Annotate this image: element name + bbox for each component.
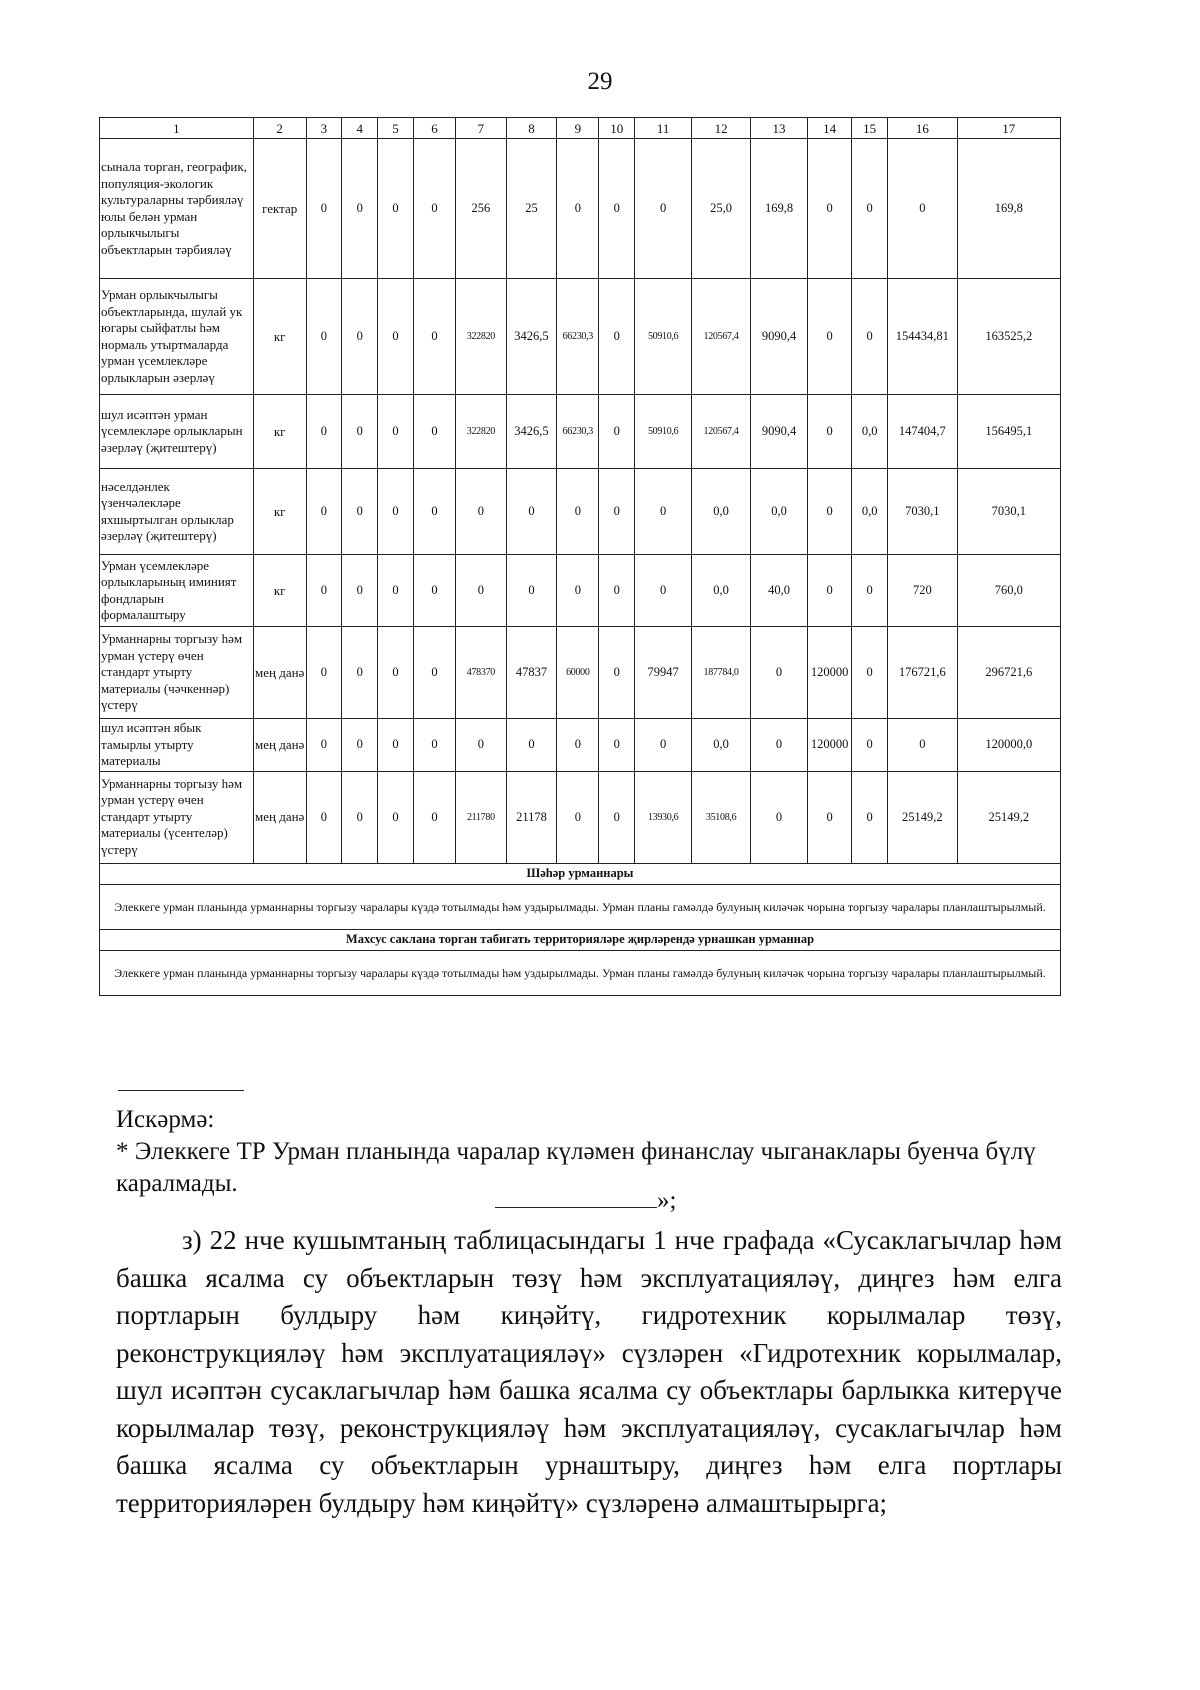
value-cell: 0,0 — [852, 395, 888, 469]
value-cell: 0 — [378, 279, 414, 395]
table-row — [100, 279, 1061, 395]
unit-cell: гектар — [253, 139, 306, 279]
table-body — [100, 139, 1061, 864]
value-cell: 0 — [342, 627, 378, 719]
value-cell: 120000 — [807, 719, 851, 772]
value-cell: 66230,3 — [557, 395, 599, 469]
value-cell: 296721,6 — [957, 627, 1060, 719]
value-cell: 0 — [852, 719, 888, 772]
section-header-row — [100, 863, 1061, 884]
value-cell: 156495,1 — [957, 395, 1060, 469]
value-cell: 3426,5 — [506, 395, 557, 469]
value-cell: 163525,2 — [957, 279, 1060, 395]
col-header: 3 — [306, 118, 342, 139]
value-cell: 0 — [342, 395, 378, 469]
value-cell: 154434,81 — [888, 279, 958, 395]
value-cell: 7030,1 — [957, 469, 1060, 555]
value-cell: 0 — [599, 139, 635, 279]
page-number: 29 — [587, 68, 613, 95]
value-cell: 169,8 — [957, 139, 1060, 279]
closing-mark: »; — [657, 1187, 677, 1214]
value-cell: 120000 — [807, 627, 851, 719]
value-cell: 0 — [635, 469, 692, 555]
value-cell: 0 — [306, 627, 342, 719]
table-row — [100, 469, 1061, 555]
value-cell: 0 — [306, 555, 342, 627]
section-note: Элеккеге урман планында урманнарны торгызу чаралары күздә тотылмады һәм уздырылмады. Урман планы гамәлдә булуның киләчәк чорына торгызу чаралары планлаштырылмый. — [100, 884, 1061, 929]
col-header: 17 — [957, 118, 1060, 139]
value-cell: 0 — [378, 555, 414, 627]
value-cell: 40,0 — [751, 555, 808, 627]
value-cell: 0 — [413, 469, 455, 555]
value-cell: 0 — [413, 771, 455, 863]
value-cell: 25,0 — [692, 139, 751, 279]
amendment-paragraph: з) 22 нче кушымтаның таблицасындагы 1 нче графада «Сусаклагычлар һәм башка ясалма су объектларын төзү һәм эксплуатацияләү, диңгез һәм елга портларын булдыру һәм киңәйтү, гидротехник корылмалар төзү, реконструкцияләү һәм эксплуатацияләү» сүзләрен «Гидротехник корылмалар, шул исәптән сусаклагычлар һәм башка ясалма су объектлары барлыкка китерүче корылмалар төзү, реконструкцияләү һәм эксплуатацияләү, сусаклагычлар һәм башка ясалма су объектларын урнаштыру, диңгез һәм елга портлары территорияләрен булдыру һәм киңәйтү» сүзләренә алмаштырырга; — [116, 1225, 1062, 1518]
value-cell: 21178 — [506, 771, 557, 863]
value-cell: 0 — [557, 771, 599, 863]
value-cell: 0 — [852, 627, 888, 719]
row-label: нәселдәнлек үзенчәлекләре яхшыртылган орлыклар әзерләү (җитештерү) — [100, 469, 254, 555]
footnote — [116, 1104, 1062, 1200]
value-cell: 0 — [306, 139, 342, 279]
value-cell: 0 — [557, 469, 599, 555]
value-cell: 7030,1 — [888, 469, 958, 555]
value-cell: 9090,4 — [751, 279, 808, 395]
value-cell: 0 — [635, 555, 692, 627]
unit-cell: кг — [253, 555, 306, 627]
col-header: 12 — [692, 118, 751, 139]
value-cell: 0 — [888, 139, 958, 279]
value-cell: 50910,6 — [635, 395, 692, 469]
section-title-city-forests: Шәһәр урманнары — [100, 863, 1061, 884]
value-cell: 0 — [506, 719, 557, 772]
footnote-separator — [118, 1090, 244, 1091]
section-note-row — [100, 950, 1061, 995]
col-header: 9 — [557, 118, 599, 139]
value-cell: 0,0 — [692, 719, 751, 772]
col-header: 5 — [378, 118, 414, 139]
value-cell: 0 — [557, 139, 599, 279]
footnote-label: Искәрмә: — [116, 1106, 215, 1133]
value-cell: 0 — [413, 395, 455, 469]
table-row — [100, 395, 1061, 469]
value-cell: 0 — [456, 555, 507, 627]
col-header: 13 — [751, 118, 808, 139]
value-cell: 0 — [378, 719, 414, 772]
value-cell: 0 — [456, 719, 507, 772]
value-cell: 0 — [413, 719, 455, 772]
value-cell: 0 — [413, 139, 455, 279]
value-cell: 0 — [852, 771, 888, 863]
value-cell: 47837 — [506, 627, 557, 719]
value-cell: 760,0 — [957, 555, 1060, 627]
col-header: 4 — [342, 118, 378, 139]
value-cell: 0,0 — [692, 555, 751, 627]
value-cell: 120567,4 — [692, 279, 751, 395]
value-cell: 0 — [342, 469, 378, 555]
value-cell: 0 — [599, 555, 635, 627]
value-cell: 0 — [807, 139, 851, 279]
col-header: 6 — [413, 118, 455, 139]
value-cell: 0 — [378, 469, 414, 555]
value-cell: 0 — [852, 555, 888, 627]
table-row — [100, 139, 1061, 279]
value-cell: 120567,4 — [692, 395, 751, 469]
value-cell: 0 — [456, 469, 507, 555]
value-cell: 0 — [378, 771, 414, 863]
value-cell: 0 — [599, 719, 635, 772]
value-cell: 0 — [852, 139, 888, 279]
value-cell: 35108,6 — [692, 771, 751, 863]
value-cell: 169,8 — [751, 139, 808, 279]
value-cell: 0 — [751, 627, 808, 719]
row-label: шул исәптән урман үсемлекләре орлыкларын әзерләү (җитештерү) — [100, 395, 254, 469]
col-header: 11 — [635, 118, 692, 139]
closing-quote — [495, 1187, 676, 1215]
value-cell: 0 — [599, 279, 635, 395]
unit-cell: мең данә — [253, 771, 306, 863]
unit-cell: мең данә — [253, 719, 306, 772]
value-cell: 211780 — [456, 771, 507, 863]
value-cell: 0 — [807, 555, 851, 627]
value-cell: 0 — [599, 395, 635, 469]
value-cell: 0 — [807, 279, 851, 395]
value-cell: 0,0 — [692, 469, 751, 555]
col-header: 2 — [253, 118, 306, 139]
value-cell: 0 — [599, 627, 635, 719]
value-cell: 0 — [506, 469, 557, 555]
value-cell: 0 — [557, 719, 599, 772]
value-cell: 187784,0 — [692, 627, 751, 719]
value-cell: 0 — [306, 719, 342, 772]
value-cell: 0 — [751, 771, 808, 863]
value-cell: 13930,6 — [635, 771, 692, 863]
value-cell: 0 — [342, 555, 378, 627]
value-cell: 0 — [413, 555, 455, 627]
value-cell: 0 — [807, 395, 851, 469]
unit-cell: кг — [253, 469, 306, 555]
value-cell: 0 — [342, 719, 378, 772]
col-header: 10 — [599, 118, 635, 139]
value-cell: 0 — [378, 627, 414, 719]
value-cell: 0 — [599, 771, 635, 863]
unit-cell: мең данә — [253, 627, 306, 719]
value-cell: 60000 — [557, 627, 599, 719]
value-cell: 25149,2 — [888, 771, 958, 863]
value-cell: 0 — [342, 771, 378, 863]
value-cell: 79947 — [635, 627, 692, 719]
blank-line — [495, 1189, 657, 1208]
value-cell: 0 — [599, 469, 635, 555]
value-cell: 0 — [306, 469, 342, 555]
value-cell: 0 — [413, 627, 455, 719]
col-header: 14 — [807, 118, 851, 139]
table-row — [100, 771, 1061, 863]
unit-cell: кг — [253, 279, 306, 395]
value-cell: 0 — [807, 771, 851, 863]
value-cell: 0 — [306, 279, 342, 395]
value-cell: 147404,7 — [888, 395, 958, 469]
value-cell: 0 — [506, 555, 557, 627]
table-row — [100, 719, 1061, 772]
value-cell: 0 — [378, 395, 414, 469]
value-cell: 0 — [852, 279, 888, 395]
section-title-protected-areas: Махсус саклана торган табигать территорияләре җирләрендә урнашкан урманнар — [100, 929, 1061, 950]
col-header: 1 — [100, 118, 254, 139]
section-note: Элеккеге урман планында урманнарны торгызу чаралары күздә тотылмады һәм уздырылмады. Урман планы гамәлдә булуның киләчәк чорына торгызу чаралары планлаштырылмый. — [100, 950, 1061, 995]
value-cell: 322820 — [456, 395, 507, 469]
value-cell: 256 — [456, 139, 507, 279]
value-cell: 322820 — [456, 279, 507, 395]
value-cell: 0 — [557, 555, 599, 627]
row-label: сынала торган, географик, популяция-экологик культураларны тәрбияләү юлы белән урман орлыкчылыгы объектларын тәрбияләү — [100, 139, 254, 279]
value-cell: 0 — [306, 395, 342, 469]
col-header: 15 — [852, 118, 888, 139]
value-cell: 0 — [378, 139, 414, 279]
value-cell: 50910,6 — [635, 279, 692, 395]
value-cell: 0 — [413, 279, 455, 395]
section-note-row — [100, 884, 1061, 929]
value-cell: 0 — [635, 719, 692, 772]
unit-cell: кг — [253, 395, 306, 469]
table-row — [100, 555, 1061, 627]
forest-restoration-table — [99, 117, 1061, 996]
value-cell: 478370 — [456, 627, 507, 719]
value-cell: 25 — [506, 139, 557, 279]
value-cell: 0 — [342, 279, 378, 395]
row-label: Урман орлыкчылыгы объектларында, шулай ук югары сыйфатлы һәм нормаль утыртмаларда урман үсемлекләре орлыкларын әзерләү — [100, 279, 254, 395]
row-label: Урманнарны торгызу һәм урман үстерү өчен стандарт утырту материалы (үсентеләр) үстерү — [100, 771, 254, 863]
col-header: 8 — [506, 118, 557, 139]
value-cell: 0,0 — [852, 469, 888, 555]
value-cell: 25149,2 — [957, 771, 1060, 863]
value-cell: 66230,3 — [557, 279, 599, 395]
row-label: Урманнарны торгызу һәм урман үстерү өчен стандарт утырту материалы (чәчкеннәр) үстерү — [100, 627, 254, 719]
value-cell: 176721,6 — [888, 627, 958, 719]
value-cell: 3426,5 — [506, 279, 557, 395]
column-number-row — [100, 118, 1061, 139]
row-label: Урман үсемлекләре орлыкларының иминият фондларын формалаштыру — [100, 555, 254, 627]
footnote-text: * Элеккеге ТР Урман планында чаралар күләмен финанслау чыганаклары буенча бүлү каралмады. — [116, 1138, 1036, 1197]
table-row — [100, 627, 1061, 719]
col-header: 7 — [456, 118, 507, 139]
value-cell: 0 — [807, 469, 851, 555]
section-header-row — [100, 929, 1061, 950]
value-cell: 0,0 — [751, 469, 808, 555]
col-header: 16 — [888, 118, 958, 139]
value-cell: 0 — [635, 139, 692, 279]
value-cell: 9090,4 — [751, 395, 808, 469]
value-cell: 0 — [751, 719, 808, 772]
value-cell: 0 — [306, 771, 342, 863]
value-cell: 0 — [342, 139, 378, 279]
value-cell: 720 — [888, 555, 958, 627]
row-label: шул исәптән ябык тамырлы утырту материалы — [100, 719, 254, 772]
value-cell: 120000,0 — [957, 719, 1060, 772]
value-cell: 0 — [888, 719, 958, 772]
